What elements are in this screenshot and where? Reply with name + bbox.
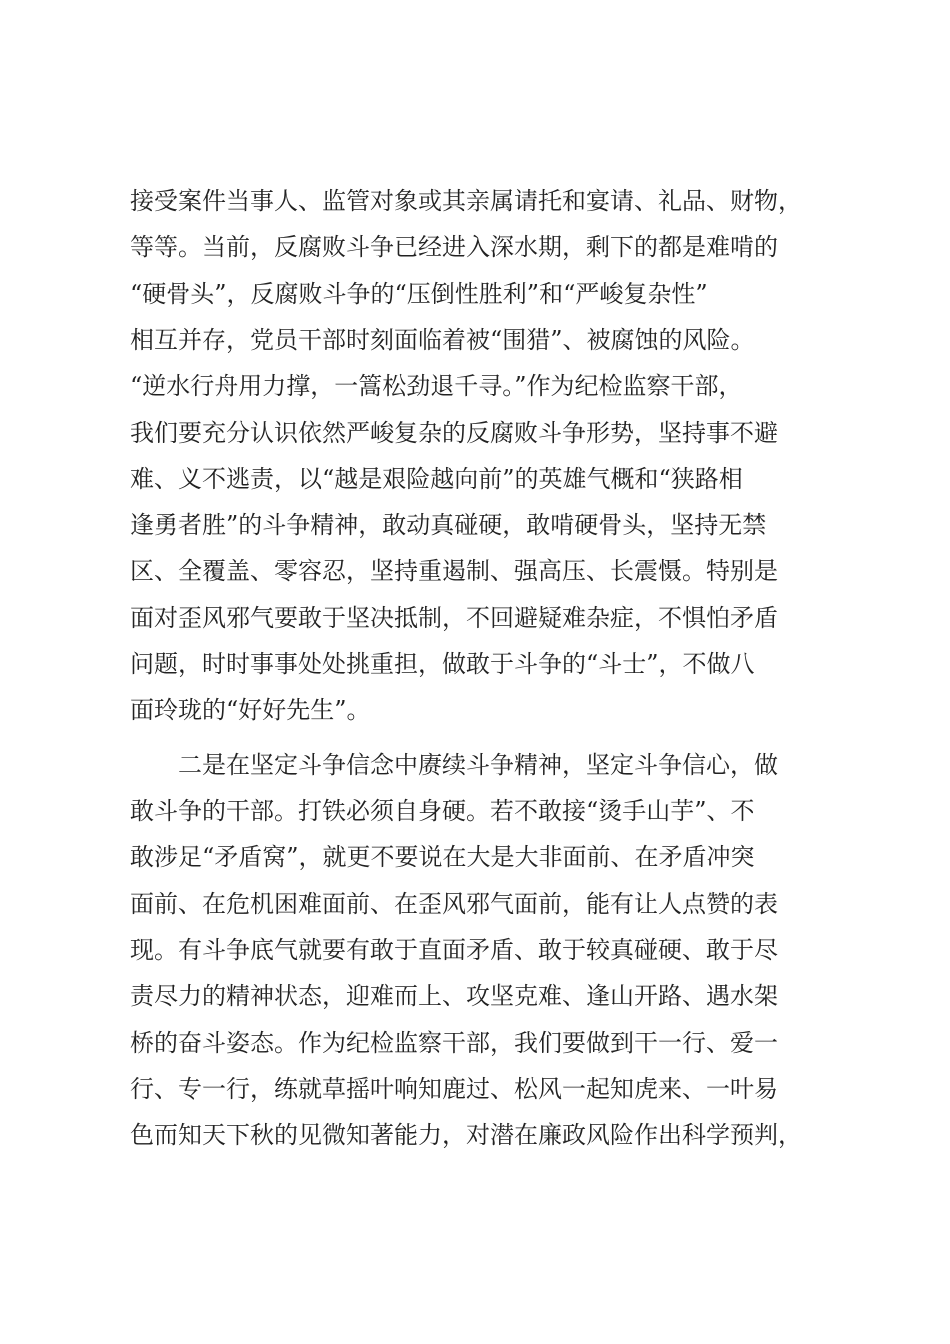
paragraph-1-line-5: “逆水行舟用力撑，一篙松劲退千寻。”作为纪检监察干部， bbox=[130, 372, 743, 400]
paragraph-2-line-9: 色而知天下秋的见微知著能力，对潜在廉政风险作出科学预判， bbox=[130, 1121, 802, 1149]
paragraph-1-line-10: 面对歪风邪气要敢于坚决抵制，不回避疑难杂症，不惧怕矛盾 bbox=[130, 604, 778, 632]
paragraph-1-line-6: 我们要充分认识依然严峻复杂的反腐败斗争形势，坚持事不避 bbox=[130, 419, 778, 447]
paragraph-1-line-8: 逢勇者胜”的斗争精神，敢动真碰硬，敢啃硬骨头，坚持无禁 bbox=[130, 511, 767, 539]
paragraph-2-line-8: 行、专一行，练就草摇叶响知鹿过、松风一起知虎来、一叶易 bbox=[130, 1075, 778, 1103]
paragraph-2-line-1: 二是在坚定斗争信念中赓续斗争精神，坚定斗争信心，做 bbox=[178, 751, 778, 779]
paragraph-1-line-12: 面玲珑的“好好先生”。 bbox=[130, 696, 371, 724]
paragraph-2-line-4: 面前、在危机困难面前、在歪风邪气面前，能有让人点赞的表 bbox=[130, 890, 778, 918]
paragraph-1-line-2: 等等。当前，反腐败斗争已经进入深水期，剩下的都是难啃的 bbox=[130, 233, 778, 261]
paragraph-2-line-6: 责尽力的精神状态，迎难而上、攻坚克难、逢山开路、遇水架 bbox=[130, 982, 778, 1010]
paragraph-2-line-7: 桥的奋斗姿态。作为纪检监察干部，我们要做到干一行、爱一 bbox=[130, 1029, 778, 1057]
paragraph-2-line-5: 现。有斗争底气就要有敢于直面矛盾、敢于较真碰硬、敢于尽 bbox=[130, 936, 778, 964]
paragraph-1-line-4: 相互并存，党员干部时刻面临着被“围猎”、被腐蚀的风险。 bbox=[130, 326, 755, 354]
paragraph-1-line-11: 问题，时时事事处处挑重担，做敢于斗争的“斗士”，不做八 bbox=[130, 650, 755, 678]
paragraph-2-line-3: 敢涉足“矛盾窝”，就更不要说在大是大非面前、在矛盾冲突 bbox=[130, 843, 755, 871]
paragraph-1-line-3: “硬骨头”，反腐败斗争的“压倒性胜利”和“严峻复杂性” bbox=[130, 280, 708, 308]
paragraph-1-line-9: 区、全覆盖、零容忍，坚持重遏制、强高压、长震慑。特别是 bbox=[130, 557, 778, 585]
paragraph-2-line-2: 敢斗争的干部。打铁必须自身硬。若不敢接“烫手山芋”、不 bbox=[130, 797, 755, 825]
paragraph-1-line-1: 接受案件当事人、监管对象或其亲属请托和宴请、礼品、财物， bbox=[130, 187, 802, 215]
paragraph-1-line-7: 难、义不逃责，以“越是艰险越向前”的英雄气概和“狭路相 bbox=[130, 465, 743, 493]
